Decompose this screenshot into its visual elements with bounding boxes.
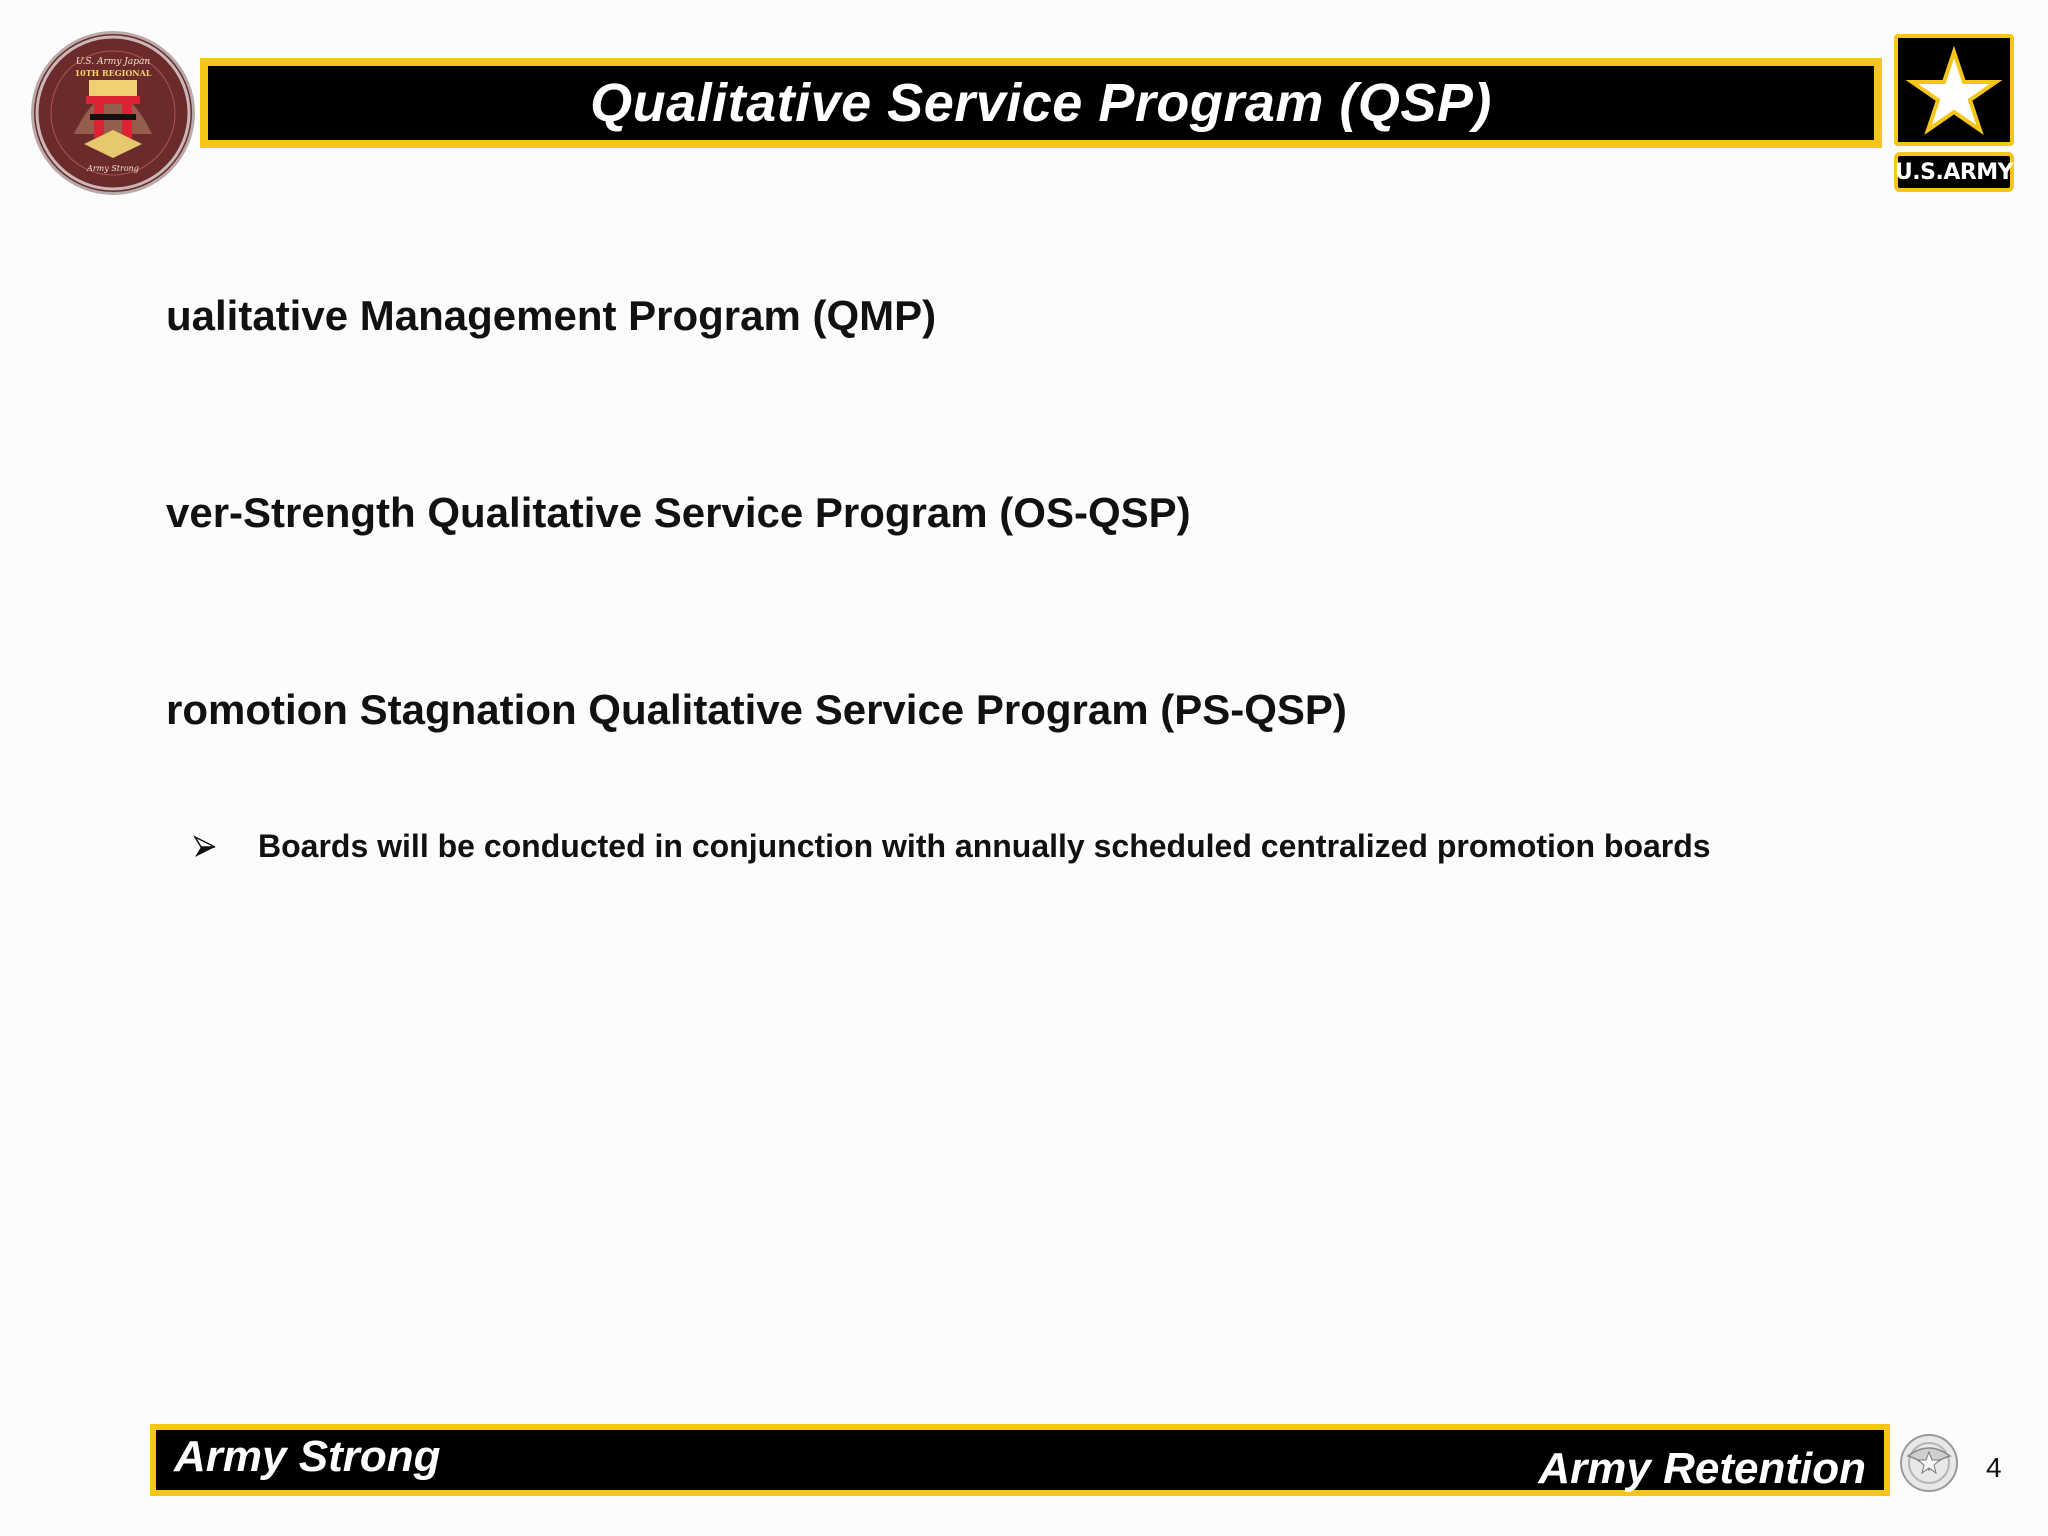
army-logo — [1894, 34, 2014, 194]
svg-text:U.S. Army Japan: U.S. Army Japan — [75, 57, 151, 67]
career-counselor-badge-icon — [1896, 1430, 1962, 1496]
heading-ps-qsp: romotion Stagnation Qualitative Service Program (PS-QSP) — [166, 686, 1347, 733]
title-bar — [200, 58, 1882, 148]
page-number: 4 — [1986, 1452, 2002, 1483]
heading-qmp: ualitative Management Program (QMP) — [166, 292, 937, 339]
unit-emblem-icon — [34, 34, 192, 192]
arrow-bullet-icon — [192, 834, 218, 860]
footer-right-text: Army Retention — [1538, 1444, 1866, 1493]
bullet-text: Boards will be conducted in conjunction with annually scheduled centralized promotion boards — [258, 828, 1711, 864]
army-wordmark: U.S.ARMY — [1894, 152, 2014, 192]
footer-left-text: Army Strong — [174, 1432, 441, 1481]
bullet-item — [192, 828, 1711, 865]
heading-os-qsp: ver-Strength Qualitative Service Program (OS-QSP) — [166, 489, 1191, 536]
army-star-icon — [1894, 34, 2014, 146]
footer-bar — [150, 1424, 1890, 1496]
svg-text:Army Strong: Army Strong — [87, 164, 139, 173]
svg-text:10TH REGIONAL: 10TH REGIONAL — [74, 68, 152, 78]
page-title: Qualitative Service Program (QSP) — [590, 73, 1492, 133]
